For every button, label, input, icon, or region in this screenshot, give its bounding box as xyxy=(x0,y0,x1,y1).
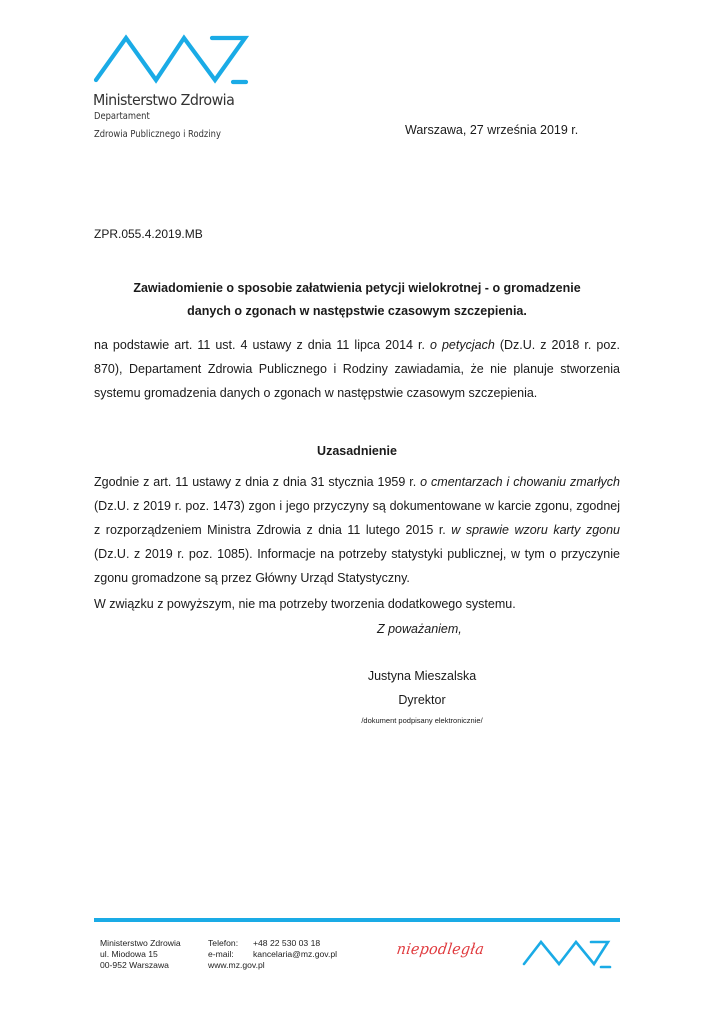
email-label: e-mail: xyxy=(208,949,234,959)
footer-address xyxy=(100,938,181,971)
department-line2: Zdrowia Publicznego i Rodziny xyxy=(94,129,221,140)
title-line2: danych o zgonach w następstwie czasowym szczepienia. xyxy=(187,304,527,318)
electronic-signature-note: /dokument podpisany elektronicznie/ xyxy=(361,716,483,725)
p1-text2: (Dz.U. z 2018 r. poz. 870), Departament Zdrowia Publicznego i Rodziny zawiadamia, że nie planuje stworzenia systemu gromadzenia danych o zgonach w następstwie czasowym szczepienia. xyxy=(94,338,620,400)
title-line1: Zawiadomienie o sposobie załatwienia petycji wielokrotnej - o gromadzenie xyxy=(133,281,581,295)
place-date: Warszawa, 27 września 2019 r. xyxy=(405,123,579,137)
ministry-name: Ministerstwo Zdrowia xyxy=(93,91,235,109)
mz-logo-zigzag xyxy=(96,38,245,80)
phone-label: Telefon: xyxy=(208,938,239,948)
footer-logo-zigzag xyxy=(524,942,608,964)
letter-title xyxy=(94,277,620,323)
paragraph-justification xyxy=(94,470,620,590)
footer-address-line: Ministerstwo Zdrowia xyxy=(100,938,181,948)
department-line1: Departament xyxy=(94,111,150,122)
paragraph-conclusion: W związku z powyższym, nie ma potrzeby tworzenia dodatkowego systemu. xyxy=(94,597,516,611)
footer-divider xyxy=(94,918,620,922)
signer-name: Justyna Mieszalska xyxy=(367,669,477,683)
p1-italic1: o petycjach xyxy=(429,338,495,352)
p1-text1: na podstawie art. 11 ust. 4 ustawy z dnia 11 lipca 2014 r. xyxy=(94,338,430,352)
footer-contact xyxy=(208,938,337,971)
email-link[interactable]: kancelaria@mz.gov.pl xyxy=(253,949,338,959)
niepodlegla-logo: niepodległa xyxy=(395,940,486,958)
footer-address-line: 00-952 Warszawa xyxy=(100,960,169,970)
footer-email-row xyxy=(208,949,337,960)
subheading-justification: Uzasadnienie xyxy=(317,444,397,458)
p2-text1: Zgodnie z art. 11 ustawy z dnia z dnia 31 stycznia 1959 r. xyxy=(94,475,421,489)
phone-value: +48 22 530 03 18 xyxy=(253,938,321,948)
p2-italic2: w sprawie wzoru karty zgonu xyxy=(451,523,620,537)
reference-number: ZPR.055.4.2019.MB xyxy=(94,227,203,241)
mz-logo-small xyxy=(524,942,610,967)
p2-italic1: o cmentarzach i chowaniu zmarłych xyxy=(420,475,620,489)
footer-address-line: ul. Miodowa 15 xyxy=(100,949,158,959)
closing-salutation: Z poważaniem, xyxy=(377,622,462,636)
signer-role: Dyrektor xyxy=(398,693,446,707)
footer-phone-row xyxy=(208,938,337,949)
p2-text2: (Dz.U. z 2019 r. poz. 1473) zgon i jego przyczyny są dokumentowane w karcie zgonu, zgodnej z rozporządzeniem Ministra Zdrowia z dnia 11 lutego 2015 r. xyxy=(94,499,620,537)
p2-text3: (Dz.U. z 2019 r. poz. 1085). Informacje na potrzeby statystyki publicznej, w tym o przyczynie zgonu gromadzone są przez Główny Urząd Statystyczny. xyxy=(94,547,620,585)
mz-logo xyxy=(96,38,246,82)
paragraph-notice xyxy=(94,333,620,405)
website-link[interactable]: www.mz.gov.pl xyxy=(208,960,265,970)
